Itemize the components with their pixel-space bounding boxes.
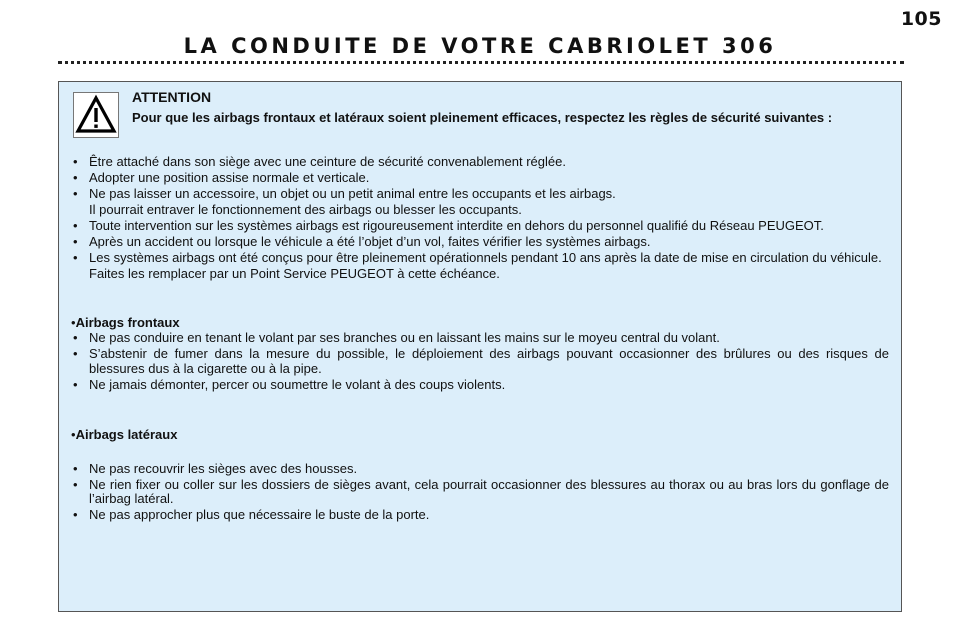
- warning-box: [58, 81, 902, 612]
- list-item: • Après un accident ou lorsque le véhicule a été l’objet d’un vol, faites vérifier les systèmes airbags.: [71, 235, 889, 249]
- list-item: • Ne jamais démonter, percer ou soumettre le volant à des coups violents.: [71, 378, 889, 392]
- frontal-airbags-heading: • Airbags frontaux: [71, 316, 889, 330]
- list-item-note: Il pourrait entraver le fonctionnement des airbags ou blesser les occupants.: [89, 201, 522, 217]
- list-item: • Les systèmes airbags ont été conçus pour être pleinement opérationnels pendant 10 ans après la date de mise en circulation du véhicule.: [71, 251, 889, 265]
- list-item: • Être attaché dans son siège avec une ceinture de sécurité convenablement réglée.: [71, 155, 889, 169]
- warning-triangle-icon: [73, 92, 119, 138]
- warning-content: [71, 155, 889, 524]
- list-item: • Ne pas recouvrir les sièges avec des housses.: [71, 462, 889, 476]
- attention-heading: ATTENTION: [132, 89, 212, 105]
- side-airbags-heading: • Airbags latéraux: [71, 428, 889, 442]
- frontal-airbags-list: [71, 331, 889, 392]
- list-item: • Adopter une position assise normale et verticale.: [71, 171, 889, 185]
- title-divider: [58, 61, 904, 64]
- intro-text: Pour que les airbags frontaux et latéraux soient pleinement efficaces, respectez les règles de sécurité suivantes :: [132, 110, 833, 125]
- list-item: • Ne pas conduire en tenant le volant par ses branches ou en laissant les mains sur le moyeu central du volant.: [71, 331, 889, 345]
- list-item: • Toute intervention sur les systèmes airbags est rigoureusement interdite en dehors du personnel qualifié du Réseau PEUGEOT.: [71, 219, 889, 233]
- page-title: LA CONDUITE DE VOTRE CABRIOLET 306: [183, 34, 777, 58]
- list-item: • Ne pas approcher plus que nécessaire le buste de la porte.: [71, 508, 889, 522]
- list-item: • S’abstenir de fumer dans la mesure du possible, le déploiement des airbags pouvant occasionner des brûlures ou des risques de blessures dus à la cigarette ou à la pipe.: [71, 347, 889, 376]
- list-item: • Ne rien fixer ou coller sur les dossiers de sièges avant, cela pourrait occasionner des blessures au thorax ou au bras lors du gonflage de l’airbag latéral.: [71, 478, 889, 507]
- general-rules-list: [71, 155, 889, 201]
- list-item-note: Faites les remplacer par un Point Service PEUGEOT à cette échéance.: [89, 266, 500, 282]
- list-item: • Ne pas laisser un accessoire, un objet ou un petit animal entre les occupants et les airbags.: [71, 187, 889, 201]
- page-number: 105: [900, 8, 942, 30]
- side-airbags-list: [71, 462, 889, 523]
- general-rules-list-continued: [71, 219, 889, 265]
